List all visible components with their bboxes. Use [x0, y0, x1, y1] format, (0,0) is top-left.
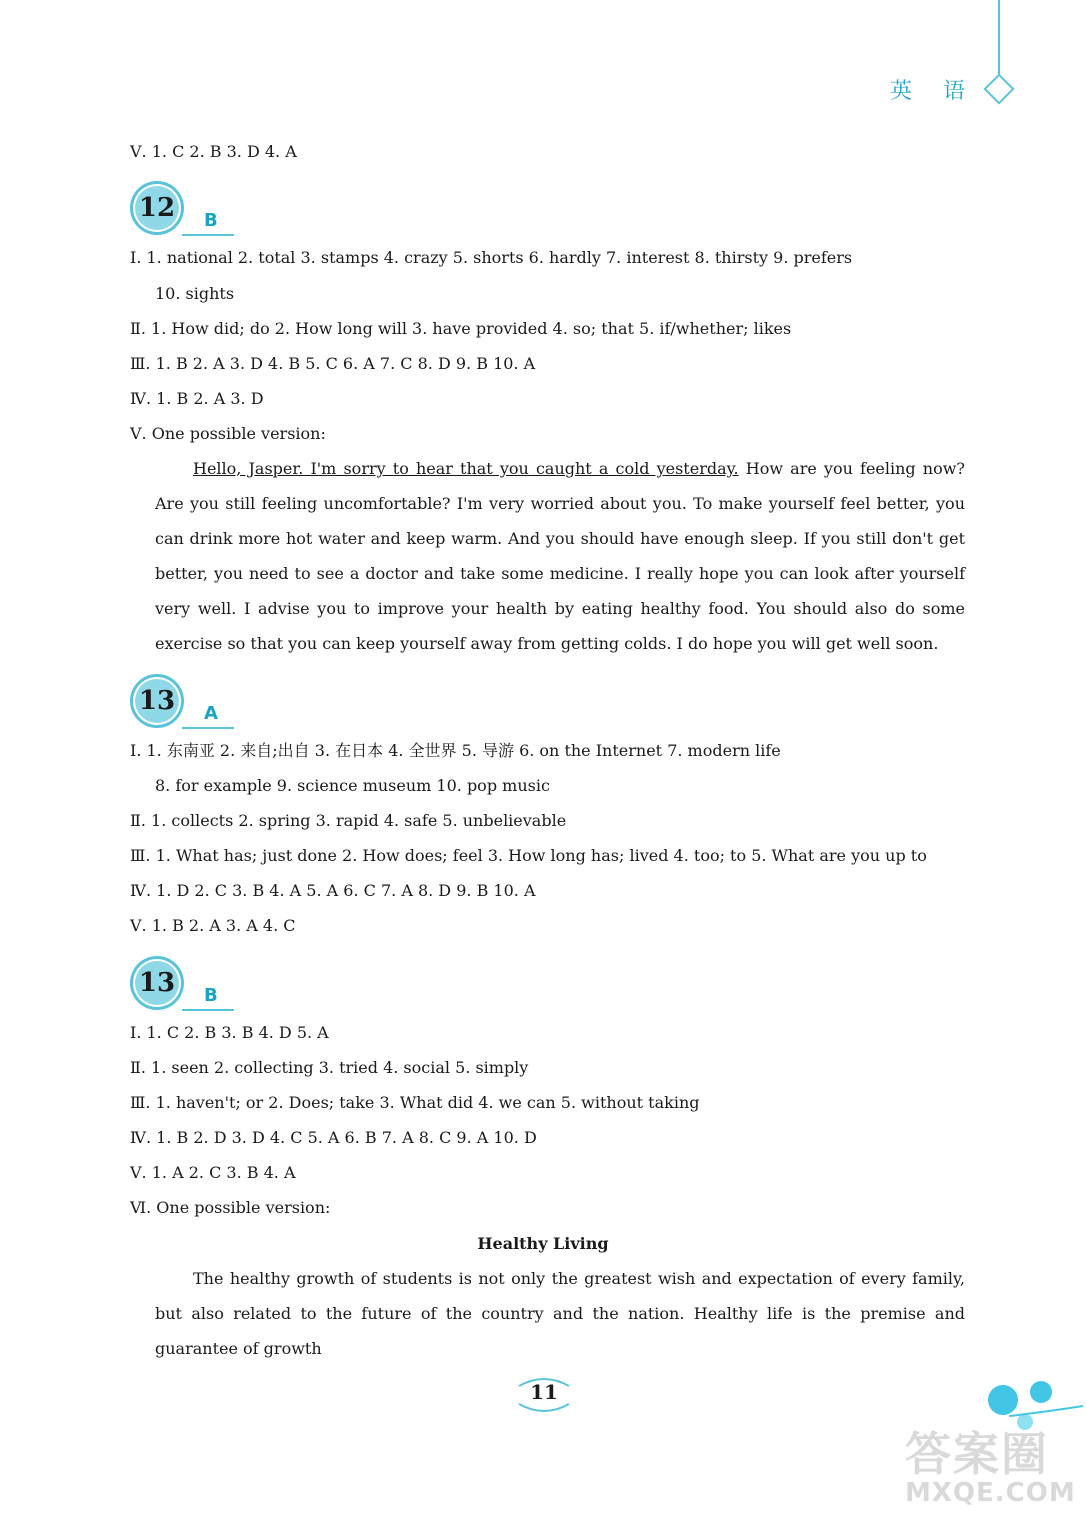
diamond-icon [983, 73, 1014, 104]
watermark-url: MXQE.COM [905, 1478, 1076, 1508]
answer-line: Ⅰ. 1. C 2. B 3. B 4. D 5. A [130, 1023, 329, 1042]
answer-line: Ⅳ. 1. B 2. D 3. D 4. C 5. A 6. B 7. A 8. C 9. A 10. D [130, 1128, 537, 1147]
page-number [513, 1374, 575, 1414]
unit-part-letter: B [204, 210, 218, 231]
page-number-text: 11 [530, 1380, 558, 1404]
essay-body: How are you feeling now? Are you still feeling uncomfortable? I'm very worried about you. To make yourself feel better, you can drink more hot water and keep warm. And you should have enough sleep. If you still don't get better, you need to see a doctor and take some medicine. I really hope you can look after yourself very well. I advise you to improve your health by eating healthy food. You should also do some exercise so that you can keep yourself away from getting colds. I do hope you will get well soon. [155, 459, 966, 653]
answer-line: Ⅳ. 1. B 2. A 3. D [130, 389, 264, 408]
answer-line: Ⅲ. 1. B 2. A 3. D 4. B 5. C 6. A 7. C 8. D 9. B 10. A [130, 354, 536, 373]
answer-line: Ⅴ. 1. B 2. A 3. A 4. C [130, 916, 296, 935]
answer-line: Ⅰ. 1. 东南亚 2. 来自;出自 3. 在日本 4. 全世界 5. 导游 6. on the Internet 7. modern life [130, 741, 781, 760]
sample-essay [155, 1261, 965, 1366]
answer-line: 8. for example 9. science museum 10. pop music [155, 776, 550, 795]
unit-number: 13 [138, 968, 176, 998]
unit-part-letter: A [204, 703, 218, 724]
answer-line: 10. sights [155, 284, 235, 303]
unit-part-letter: B [204, 985, 218, 1006]
unit-badge [128, 179, 186, 237]
badge-underline [182, 727, 234, 729]
answer-line: Ⅱ. 1. collects 2. spring 3. rapid 4. safe 5. unbelievable [130, 811, 567, 830]
watermark-logo [905, 1418, 1076, 1508]
sample-essay [155, 451, 965, 661]
answer-line: Ⅴ. 1. C 2. B 3. D 4. A [130, 142, 297, 161]
answer-line: Ⅴ. 1. A 2. C 3. B 4. A [130, 1163, 296, 1182]
essay-title: Healthy Living [477, 1234, 609, 1253]
essay-underlined-sentence: Hello, Jasper. I'm sorry to hear that you caught a cold yesterday. [193, 459, 739, 478]
unit-badge [128, 672, 186, 730]
header-decor-line [998, 0, 1000, 74]
watermark-text: 答案圈 [905, 1427, 1049, 1481]
badge-underline [182, 234, 234, 236]
answer-line: Ⅰ. 1. national 2. total 3. stamps 4. crazy 5. shorts 6. hardly 7. interest 8. thirsty 9. prefers [130, 248, 853, 267]
answer-line: Ⅲ. 1. haven't; or 2. Does; take 3. What did 4. we can 5. without taking [130, 1093, 700, 1112]
badge-underline [182, 1009, 234, 1011]
answer-line: Ⅳ. 1. D 2. C 3. B 4. A 5. A 6. C 7. A 8. D 9. B 10. A [130, 881, 536, 900]
essay-body: The healthy growth of students is not only the greatest wish and expectation of every family, but also related to the future of the country and the nation. Healthy life is the premise and guarantee of growth [155, 1269, 965, 1358]
subject-label: 英 语 [890, 79, 977, 104]
unit-badge [128, 954, 186, 1012]
answer-line: Ⅱ. 1. How did; do 2. How long will 3. have provided 4. so; that 5. if/whether; likes [130, 319, 792, 338]
answer-line: Ⅱ. 1. seen 2. collecting 3. tried 4. social 5. simply [130, 1058, 529, 1077]
unit-number: 13 [138, 686, 176, 716]
answer-line: Ⅴ. One possible version: [130, 424, 326, 443]
answer-line: Ⅵ. One possible version: [130, 1198, 331, 1217]
unit-number: 12 [138, 193, 176, 223]
answer-line: Ⅲ. 1. What has; just done 2. How does; feel 3. How long has; lived 4. too; to 5. What are you up to [130, 846, 927, 865]
